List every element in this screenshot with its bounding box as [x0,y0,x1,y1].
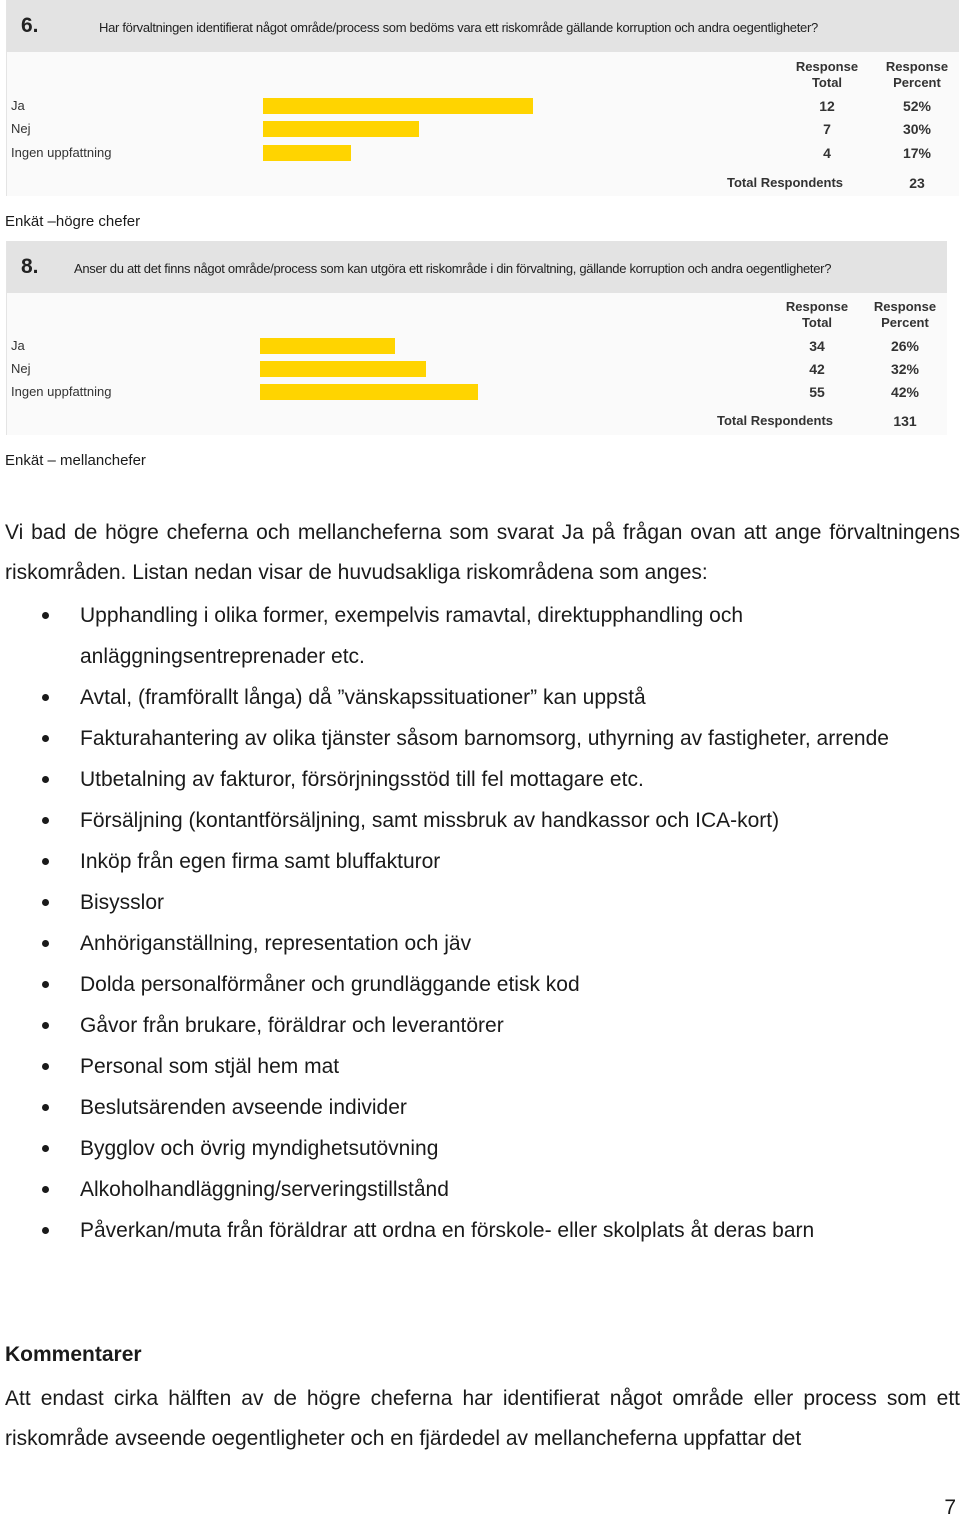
answer-label-ingen-uppfattning: Ingen uppfattning [11,384,112,399]
answer-label-ja: Ja [11,338,25,353]
response-percent-header: Response Percent [873,299,937,330]
bullet-icon [42,776,49,783]
bullet-icon [42,1145,49,1152]
question-text: Har förvaltningen identifierat något område/process som bedöms vara ett riskområde gällande korruption och andra oegentligheter? [99,20,818,35]
bullet-icon [42,735,49,742]
bullet-icon [42,1186,49,1193]
list-item [0,964,900,1005]
total-respondents-label: Total Respondents [717,413,834,428]
question-number: 8. [21,255,39,278]
question-number: 6. [21,14,39,37]
question-header-bar [7,0,959,52]
comments-paragraph: Att endast cirka hälften av de högre cheferna har identifierat något område eller process som ett riskområde avseende oegentligheter och en fjärdedel av mellancheferna uppfattar det [5,1387,960,1450]
risk-area-list [0,595,960,1251]
bullet-icon [42,612,49,619]
list-item [0,677,900,718]
list-item-text: Alkoholhandläggning/serveringstillstånd [80,1178,449,1201]
total-respondents-value: 23 [909,175,925,191]
answer-total-ja: 12 [819,98,835,114]
answer-total-ingen-uppfattning: 4 [823,145,831,161]
list-item-text: Gåvor från brukare, föräldrar och leverantörer [80,1014,504,1037]
answer-total-nej: 7 [823,121,831,137]
bullet-icon [42,940,49,947]
list-item [0,1005,900,1046]
answer-percent-ja: 26% [890,338,920,354]
bullet-icon [42,981,49,988]
survey-question-6 [6,0,959,196]
answer-bar-ja [263,98,533,114]
answer-total-nej: 42 [809,361,825,377]
list-item-text: Bisysslor [80,891,165,914]
answer-bar-ingen-uppfattning [260,384,478,400]
bullet-icon [42,858,49,865]
list-item-text: Inköp från egen firma samt bluffakturor [80,850,441,873]
list-item [0,1128,900,1169]
comments-heading: Kommentarer [5,1343,142,1366]
bullet-icon [42,694,49,701]
survey-caption: Enkät –högre chefer [5,213,141,230]
answer-label-nej: Nej [11,361,31,376]
answer-total-ingen-uppfattning: 55 [809,384,825,400]
answer-bar-ingen-uppfattning [263,145,351,161]
answer-label-ingen-uppfattning: Ingen uppfattning [11,145,112,160]
question-header-bar [7,241,947,293]
answer-bar-nej [260,361,426,377]
list-item-text: Avtal, (framförallt långa) då ”vänskapssituationer” kan uppstå [80,686,646,709]
list-item-text: Upphandling i olika former, exempelvis ramavtal, direktupphandling och anläggningsentreprenader etc. [80,604,744,668]
response-percent-header: Response Percent [885,59,949,90]
page-number: 7 [944,1496,956,1519]
total-respondents-label: Total Respondents [727,175,844,190]
response-total-header: Response Total [785,299,849,330]
list-item-text: Utbetalning av fakturor, försörjningsstöd till fel mottagare etc. [80,768,644,791]
bullet-icon [42,1022,49,1029]
list-item-text: Bygglov och övrig myndighetsutövning [80,1137,439,1160]
list-item [0,800,900,841]
list-item [0,882,900,923]
list-item [0,841,900,882]
bullet-icon [42,899,49,906]
answer-label-ja: Ja [11,98,25,113]
survey-caption: Enkät – mellanchefer [5,452,146,469]
list-item-text: Personal som stjäl hem mat [80,1055,340,1078]
list-item [0,1046,900,1087]
answer-percent-nej: 30% [902,121,932,137]
answer-bar-ja [260,338,395,354]
answer-label-nej: Nej [11,121,31,136]
list-item-text: Dolda personalförmåner och grundläggande etisk kod [80,973,580,996]
intro-paragraph: Vi bad de högre cheferna och mellancheferna som svarat Ja på frågan ovan att ange förvaltningens riskområden. Listan nedan visar de huvudsakliga riskområdena som anges: [5,521,960,584]
bullet-icon [42,817,49,824]
bullet-icon [42,1104,49,1111]
list-item-text: Försäljning (kontantförsäljning, samt missbruk av handkassor och ICA-kort) [80,809,780,832]
bullet-icon [42,1227,49,1234]
answer-percent-nej: 32% [890,361,920,377]
list-item [0,759,900,800]
list-item [0,1210,900,1251]
answer-percent-ingen-uppfattning: 17% [902,145,932,161]
list-item [0,1087,900,1128]
survey-question-8 [6,241,947,435]
list-item-text: Påverkan/muta från föräldrar att ordna en förskole- eller skolplats åt deras barn [80,1219,815,1242]
list-item [0,1169,900,1210]
list-item-text: Anhöriganställning, representation och jäv [80,932,472,955]
answer-bar-nej [263,121,419,137]
answer-percent-ingen-uppfattning: 42% [890,384,920,400]
answer-total-ja: 34 [809,338,825,354]
list-item [0,718,900,759]
list-item-text: Beslutsärenden avseende individer [80,1096,407,1119]
answer-percent-ja: 52% [902,98,932,114]
list-item [0,923,900,964]
bullet-icon [42,1063,49,1070]
question-text: Anser du att det finns något område/process som kan utgöra ett riskområde i din förvaltning, gällande korruption och andra oegentligheter? [74,261,832,276]
list-item [0,595,900,677]
list-item-text: Fakturahantering av olika tjänster såsom barnomsorg, uthyrning av fastigheter, arrende [80,727,889,750]
response-total-header: Response Total [795,59,859,90]
total-respondents-value: 131 [893,413,917,429]
